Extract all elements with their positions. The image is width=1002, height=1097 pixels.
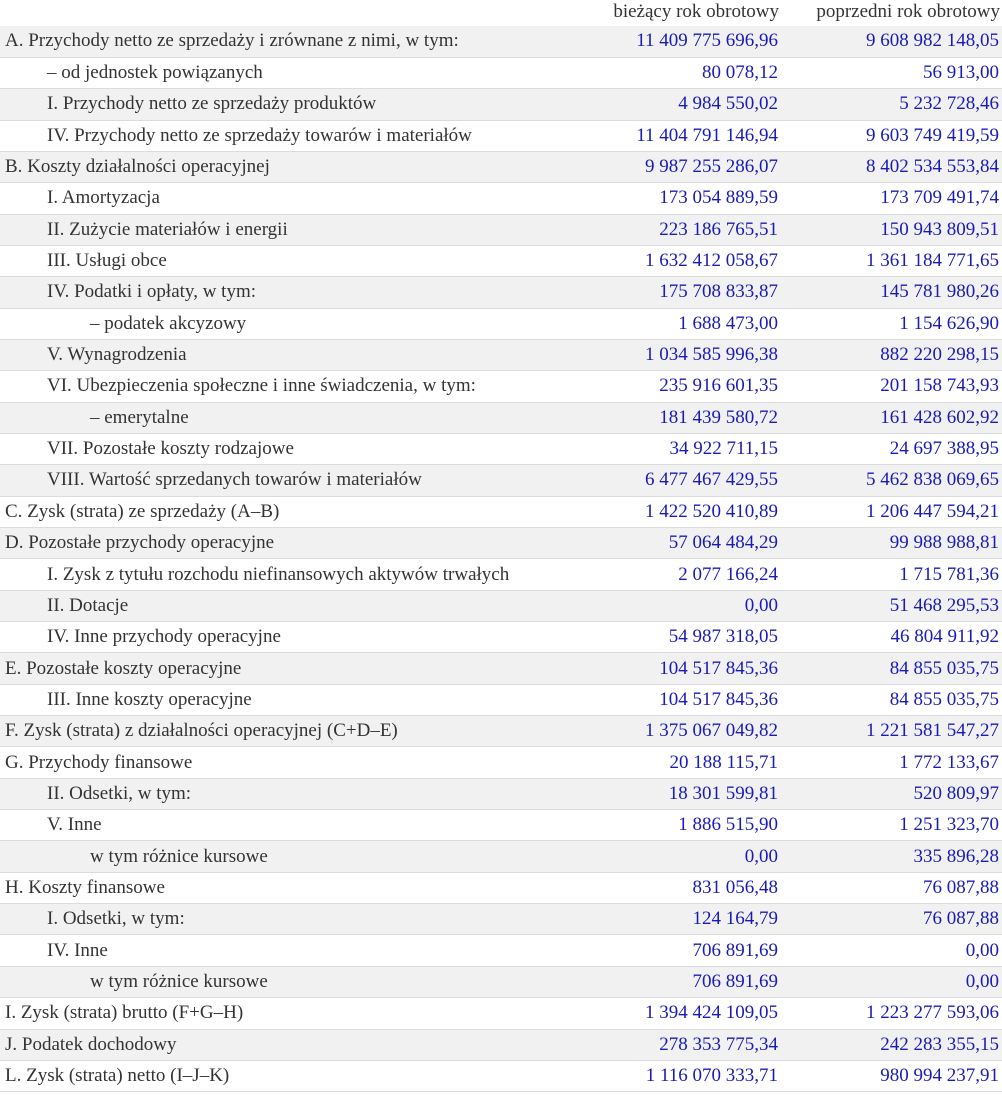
previous-year-value: 99 988 988,81 — [781, 528, 1002, 559]
row-label: IV. Podatki i opłaty, w tym: — [0, 277, 584, 308]
row-label: w tym różnice kursowe — [0, 966, 584, 997]
row-label: A. Przychody netto ze sprzedaży i zrównane z nimi, w tym: — [0, 26, 584, 57]
previous-year-value: 335 896,28 — [781, 841, 1002, 872]
current-year-value: 9 987 255 286,07 — [584, 151, 781, 182]
table-row — [0, 339, 1002, 370]
table-row — [0, 402, 1002, 433]
row-label: C. Zysk (strata) ze sprzedaży (A–B) — [0, 496, 584, 527]
row-label: E. Pozostałe koszty operacyjne — [0, 653, 584, 684]
row-label: VII. Pozostałe koszty rodzajowe — [0, 433, 584, 464]
row-label: G. Przychody finansowe — [0, 747, 584, 778]
row-label: II. Odsetki, w tym: — [0, 778, 584, 809]
row-label: VIII. Wartość sprzedanych towarów i materiałów — [0, 465, 584, 496]
table-row — [0, 684, 1002, 715]
current-year-value: 1 886 515,90 — [584, 810, 781, 841]
current-year-value: 34 922 711,15 — [584, 433, 781, 464]
current-year-value: 831 056,48 — [584, 872, 781, 903]
current-year-value: 20 188 115,71 — [584, 747, 781, 778]
current-year-value: 1 632 412 058,67 — [584, 245, 781, 276]
current-year-value: 18 301 599,81 — [584, 778, 781, 809]
previous-year-value: 201 158 743,93 — [781, 371, 1002, 402]
previous-year-value: 1 223 277 593,06 — [781, 998, 1002, 1029]
row-label: – od jednostek powiązanych — [0, 57, 584, 88]
previous-year-value: 76 087,88 — [781, 904, 1002, 935]
table-row — [0, 935, 1002, 966]
table-row — [0, 496, 1002, 527]
current-year-value: 278 353 775,34 — [584, 1029, 781, 1060]
previous-year-value: 9 608 982 148,05 — [781, 26, 1002, 57]
previous-year-value: 56 913,00 — [781, 57, 1002, 88]
table-row — [0, 1060, 1002, 1091]
table-row — [0, 277, 1002, 308]
current-year-value: 1 375 067 049,82 — [584, 716, 781, 747]
table-row — [0, 904, 1002, 935]
previous-year-value: 161 428 602,92 — [781, 402, 1002, 433]
row-label: H. Koszty finansowe — [0, 872, 584, 903]
previous-year-value: 1 154 626,90 — [781, 308, 1002, 339]
current-year-value: 104 517 845,36 — [584, 684, 781, 715]
row-label: I. Zysk (strata) brutto (F+G–H) — [0, 998, 584, 1029]
previous-year-value: 24 697 388,95 — [781, 433, 1002, 464]
current-year-value: 11 404 791 146,94 — [584, 120, 781, 151]
table-row — [0, 308, 1002, 339]
table-row — [0, 841, 1002, 872]
current-year-value: 1 422 520 410,89 — [584, 496, 781, 527]
previous-year-value: 1 772 133,67 — [781, 747, 1002, 778]
table-row — [0, 183, 1002, 214]
table-row — [0, 966, 1002, 997]
previous-year-value: 520 809,97 — [781, 778, 1002, 809]
current-year-value: 2 077 166,24 — [584, 559, 781, 590]
current-year-value: 11 409 775 696,96 — [584, 26, 781, 57]
current-year-value: 173 054 889,59 — [584, 183, 781, 214]
row-label: II. Dotacje — [0, 590, 584, 621]
row-label: IV. Przychody netto ze sprzedaży towarów i materiałów — [0, 120, 584, 151]
previous-year-value: 1 361 184 771,65 — [781, 245, 1002, 276]
row-label: I. Odsetki, w tym: — [0, 904, 584, 935]
current-year-value: 4 984 550,02 — [584, 89, 781, 120]
current-year-value: 1 116 070 333,71 — [584, 1060, 781, 1091]
table-row — [0, 528, 1002, 559]
previous-year-value: 5 462 838 069,65 — [781, 465, 1002, 496]
current-year-value: 706 891,69 — [584, 966, 781, 997]
previous-year-value: 980 994 237,91 — [781, 1060, 1002, 1091]
previous-year-value: 882 220 298,15 — [781, 339, 1002, 370]
table-row — [0, 465, 1002, 496]
table-row — [0, 716, 1002, 747]
table-row — [0, 622, 1002, 653]
table-row — [0, 151, 1002, 182]
row-label: III. Inne koszty operacyjne — [0, 684, 584, 715]
current-year-value: 181 439 580,72 — [584, 402, 781, 433]
table-row — [0, 559, 1002, 590]
current-year-value: 0,00 — [584, 841, 781, 872]
previous-year-value: 9 603 749 419,59 — [781, 120, 1002, 151]
row-label: B. Koszty działalności operacyjnej — [0, 151, 584, 182]
current-year-value: 80 078,12 — [584, 57, 781, 88]
table-row — [0, 872, 1002, 903]
row-label: III. Usługi obce — [0, 245, 584, 276]
previous-year-value: 145 781 980,26 — [781, 277, 1002, 308]
row-label: IV. Inne — [0, 935, 584, 966]
previous-year-value: 76 087,88 — [781, 872, 1002, 903]
current-year-value: 57 064 484,29 — [584, 528, 781, 559]
table-row — [0, 747, 1002, 778]
row-label: I. Amortyzacja — [0, 183, 584, 214]
table-row — [0, 590, 1002, 621]
current-year-value: 706 891,69 — [584, 935, 781, 966]
table-row — [0, 1029, 1002, 1060]
current-year-value: 104 517 845,36 — [584, 653, 781, 684]
row-label: D. Pozostałe przychody operacyjne — [0, 528, 584, 559]
table-row — [0, 57, 1002, 88]
previous-year-value: 84 855 035,75 — [781, 653, 1002, 684]
table-row — [0, 778, 1002, 809]
row-label: – podatek akcyzowy — [0, 308, 584, 339]
table-row — [0, 245, 1002, 276]
table-row — [0, 89, 1002, 120]
statement-body — [0, 26, 1002, 1092]
current-year-value: 1 034 585 996,38 — [584, 339, 781, 370]
table-row — [0, 998, 1002, 1029]
row-label: J. Podatek dochodowy — [0, 1029, 584, 1060]
header-previous-year: poprzedni rok obrotowy — [816, 1, 1000, 22]
row-label: I. Przychody netto ze sprzedaży produktów — [0, 89, 584, 120]
header-row — [0, 0, 1002, 26]
row-label: VI. Ubezpieczenia społeczne i inne świadczenia, w tym: — [0, 371, 584, 402]
table-row — [0, 653, 1002, 684]
row-label: I. Zysk z tytułu rozchodu niefinansowych aktywów trwałych — [0, 559, 584, 590]
current-year-value: 175 708 833,87 — [584, 277, 781, 308]
previous-year-value: 242 283 355,15 — [781, 1029, 1002, 1060]
current-year-value: 1 394 424 109,05 — [584, 998, 781, 1029]
previous-year-value: 46 804 911,92 — [781, 622, 1002, 653]
previous-year-value: 5 232 728,46 — [781, 89, 1002, 120]
current-year-value: 0,00 — [584, 590, 781, 621]
row-label: V. Wynagrodzenia — [0, 339, 584, 370]
table-row — [0, 371, 1002, 402]
current-year-value: 235 916 601,35 — [584, 371, 781, 402]
row-label: L. Zysk (strata) netto (I–J–K) — [0, 1060, 584, 1091]
previous-year-value: 1 206 447 594,21 — [781, 496, 1002, 527]
table-row — [0, 433, 1002, 464]
table-row — [0, 810, 1002, 841]
row-label: F. Zysk (strata) z działalności operacyjnej (C+D–E) — [0, 716, 584, 747]
current-year-value: 223 186 765,51 — [584, 214, 781, 245]
row-label: – emerytalne — [0, 402, 584, 433]
previous-year-value: 0,00 — [781, 966, 1002, 997]
previous-year-value: 51 468 295,53 — [781, 590, 1002, 621]
previous-year-value: 84 855 035,75 — [781, 684, 1002, 715]
header-current-year: bieżący rok obrotowy — [613, 1, 779, 22]
current-year-value: 124 164,79 — [584, 904, 781, 935]
table-row — [0, 26, 1002, 57]
row-label: II. Zużycie materiałów i energii — [0, 214, 584, 245]
current-year-value: 1 688 473,00 — [584, 308, 781, 339]
table-row — [0, 214, 1002, 245]
row-label: V. Inne — [0, 810, 584, 841]
previous-year-value: 173 709 491,74 — [781, 183, 1002, 214]
previous-year-value: 0,00 — [781, 935, 1002, 966]
row-label: w tym różnice kursowe — [0, 841, 584, 872]
header-label-column — [0, 0, 584, 26]
previous-year-value: 8 402 534 553,84 — [781, 151, 1002, 182]
previous-year-value: 1 251 323,70 — [781, 810, 1002, 841]
current-year-value: 54 987 318,05 — [584, 622, 781, 653]
previous-year-value: 1 715 781,36 — [781, 559, 1002, 590]
current-year-value: 6 477 467 429,55 — [584, 465, 781, 496]
previous-year-value: 150 943 809,51 — [781, 214, 1002, 245]
row-label: IV. Inne przychody operacyjne — [0, 622, 584, 653]
previous-year-value: 1 221 581 547,27 — [781, 716, 1002, 747]
table-row — [0, 120, 1002, 151]
